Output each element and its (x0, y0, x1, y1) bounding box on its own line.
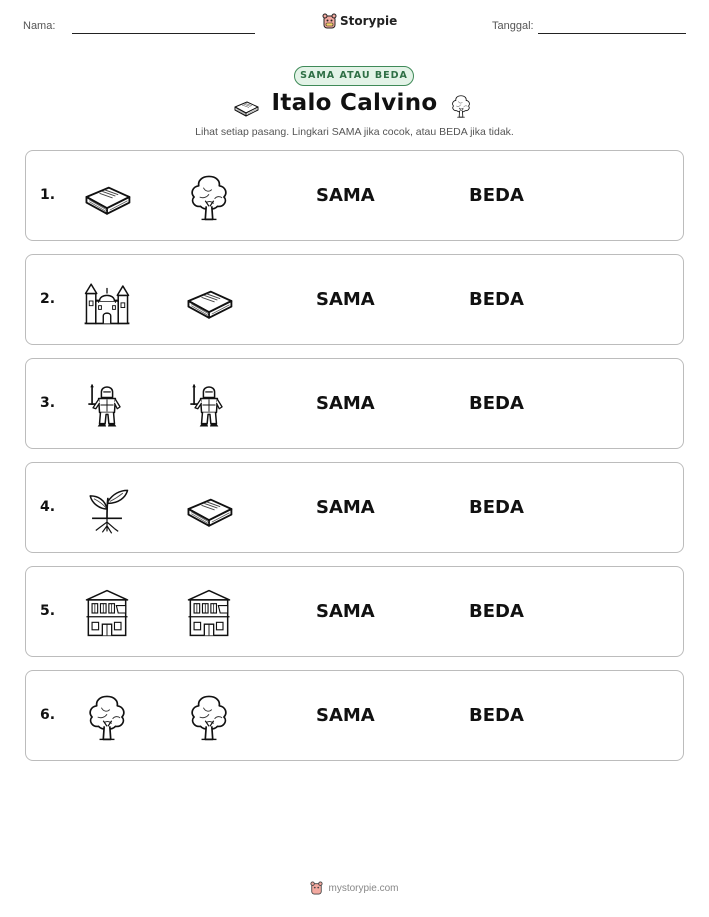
question-row-2 (25, 254, 684, 345)
option-beda[interactable]: BEDA (469, 393, 524, 414)
book-icon (181, 481, 237, 537)
question-number: 2. (40, 291, 56, 307)
option-sama[interactable]: SAMA (316, 185, 375, 206)
date-field-line[interactable] (538, 33, 686, 34)
tree-icon (181, 689, 237, 745)
question-number: 1. (40, 187, 56, 203)
page-title: Italo Calvino (271, 90, 438, 116)
option-beda[interactable]: BEDA (469, 497, 524, 518)
sprout-icon (79, 481, 135, 537)
question-row-5 (25, 566, 684, 657)
option-beda[interactable]: BEDA (469, 705, 524, 726)
footer (0, 881, 709, 895)
instructions: Lihat setiap pasang. Lingkari SAMA jika cocok, atau BEDA jika tidak. (195, 126, 514, 138)
tree-icon (79, 689, 135, 745)
question-row-3 (25, 358, 684, 449)
name-field-line[interactable] (72, 33, 255, 34)
townhouse-icon (181, 585, 237, 641)
tree-icon (447, 91, 475, 125)
question-number: 3. (40, 395, 56, 411)
storypie-mascot-icon (310, 881, 323, 895)
knight-icon (79, 377, 135, 433)
brand-logo (322, 13, 397, 29)
option-sama[interactable]: SAMA (316, 705, 375, 726)
question-row-1 (25, 150, 684, 241)
question-row-6 (25, 670, 684, 761)
option-sama[interactable]: SAMA (316, 289, 375, 310)
question-row-4 (25, 462, 684, 553)
question-number: 6. (40, 707, 56, 723)
footer-url[interactable]: mystorypie.com (328, 882, 399, 894)
knight-icon (181, 377, 237, 433)
castle-icon (79, 273, 135, 329)
townhouse-icon (79, 585, 135, 641)
option-sama[interactable]: SAMA (316, 601, 375, 622)
option-beda[interactable]: BEDA (469, 289, 524, 310)
book-icon (181, 273, 237, 329)
book-icon (79, 169, 135, 225)
brand-name: Storypie (340, 14, 398, 28)
option-sama[interactable]: SAMA (316, 497, 375, 518)
question-number: 5. (40, 603, 56, 619)
date-label: Tanggal: (492, 20, 534, 32)
option-beda[interactable]: BEDA (469, 601, 524, 622)
option-sama[interactable]: SAMA (316, 393, 375, 414)
question-number: 4. (40, 499, 56, 515)
tree-icon (181, 169, 237, 225)
option-beda[interactable]: BEDA (469, 185, 524, 206)
name-label: Nama: (23, 20, 56, 32)
activity-badge: SAMA ATAU BEDA (294, 66, 414, 86)
storypie-mascot-icon (322, 13, 337, 29)
